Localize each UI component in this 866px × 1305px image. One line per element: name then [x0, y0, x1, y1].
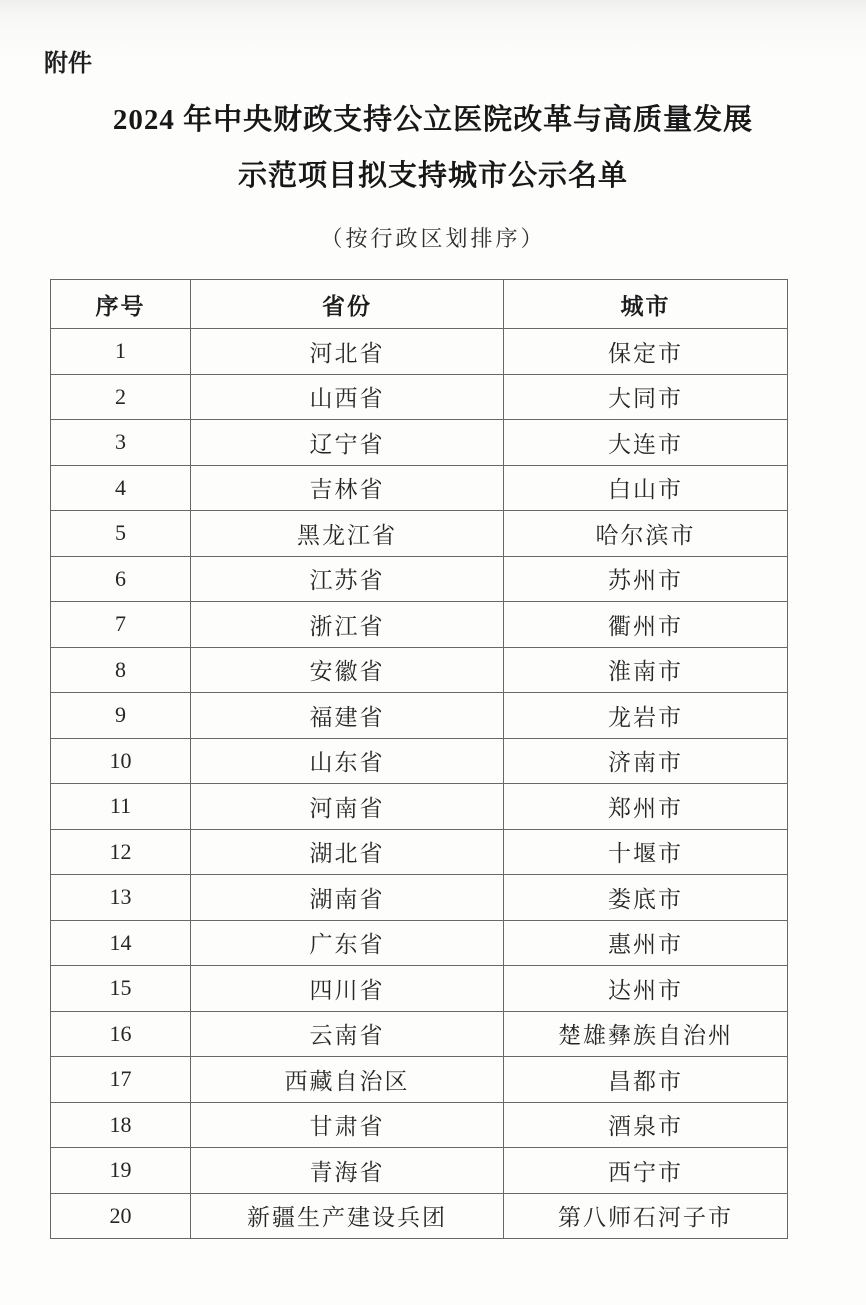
province-cell: 湖南省	[191, 875, 504, 921]
table-row	[51, 1102, 788, 1148]
province-cell: 河北省	[191, 329, 504, 375]
province-cell: 吉林省	[191, 465, 504, 511]
city-cell: 苏州市	[504, 556, 788, 602]
serial-number-cell: 2	[51, 374, 191, 420]
table-row	[51, 784, 788, 830]
serial-number-cell: 14	[51, 920, 191, 966]
column-header-province: 省份	[191, 280, 504, 329]
city-cell: 酒泉市	[504, 1102, 788, 1148]
table-row	[51, 829, 788, 875]
table-body	[51, 329, 788, 1239]
table-row	[51, 920, 788, 966]
serial-number-cell: 11	[51, 784, 191, 830]
serial-number-cell: 18	[51, 1102, 191, 1148]
province-cell: 青海省	[191, 1148, 504, 1194]
serial-number-cell: 15	[51, 966, 191, 1012]
serial-number-cell: 3	[51, 420, 191, 466]
province-cell: 湖北省	[191, 829, 504, 875]
city-cell: 大同市	[504, 374, 788, 420]
table-row	[51, 966, 788, 1012]
serial-number-cell: 20	[51, 1193, 191, 1239]
serial-number-cell: 6	[51, 556, 191, 602]
document-title-line2: 示范项目拟支持城市公示名单	[237, 160, 628, 192]
province-cell: 云南省	[191, 1011, 504, 1057]
city-cell: 娄底市	[504, 875, 788, 921]
serial-number-cell: 1	[51, 329, 191, 375]
city-cell: 郑州市	[504, 784, 788, 830]
table-row	[51, 465, 788, 511]
city-cell: 龙岩市	[504, 693, 788, 739]
serial-number-cell: 16	[51, 1011, 191, 1057]
table-row	[51, 1011, 788, 1057]
table-row	[51, 420, 788, 466]
column-header-city: 城市	[504, 280, 788, 329]
city-cell: 衢州市	[504, 602, 788, 648]
table-row	[51, 329, 788, 375]
serial-number-cell: 19	[51, 1148, 191, 1194]
city-cell: 十堰市	[504, 829, 788, 875]
table-row	[51, 693, 788, 739]
province-cell: 西藏自治区	[191, 1057, 504, 1103]
city-cell: 大连市	[504, 420, 788, 466]
serial-number-cell: 17	[51, 1057, 191, 1103]
province-cell: 辽宁省	[191, 420, 504, 466]
attachment-label: 附件	[44, 50, 92, 77]
table-row	[51, 1148, 788, 1194]
province-cell: 甘肃省	[191, 1102, 504, 1148]
serial-number-cell: 5	[51, 511, 191, 557]
city-cell: 济南市	[504, 738, 788, 784]
city-cell: 昌都市	[504, 1057, 788, 1103]
table-row	[51, 1193, 788, 1239]
column-header-serial: 序号	[51, 280, 191, 329]
province-cell: 新疆生产建设兵团	[191, 1193, 504, 1239]
city-cell: 西宁市	[504, 1148, 788, 1194]
serial-number-cell: 10	[51, 738, 191, 784]
serial-number-cell: 13	[51, 875, 191, 921]
province-cell: 福建省	[191, 693, 504, 739]
city-cell: 保定市	[504, 329, 788, 375]
province-cell: 山西省	[191, 374, 504, 420]
table-row	[51, 738, 788, 784]
city-cell: 楚雄彝族自治州	[504, 1011, 788, 1057]
table-row	[51, 556, 788, 602]
province-cell: 黑龙江省	[191, 511, 504, 557]
city-cell: 达州市	[504, 966, 788, 1012]
city-cell: 淮南市	[504, 647, 788, 693]
province-cell: 浙江省	[191, 602, 504, 648]
serial-number-cell: 4	[51, 465, 191, 511]
table-row	[51, 1057, 788, 1103]
serial-number-cell: 12	[51, 829, 191, 875]
province-cell: 山东省	[191, 738, 504, 784]
province-cell: 江苏省	[191, 556, 504, 602]
table-header-row	[51, 280, 788, 329]
province-cell: 四川省	[191, 966, 504, 1012]
serial-number-cell: 7	[51, 602, 191, 648]
city-cell: 哈尔滨市	[504, 511, 788, 557]
city-cell: 第八师石河子市	[504, 1193, 788, 1239]
city-cell: 惠州市	[504, 920, 788, 966]
document-title-line1: 2024 年中央财政支持公立医院改革与高质量发展	[112, 104, 754, 136]
serial-number-cell: 9	[51, 693, 191, 739]
province-cell: 广东省	[191, 920, 504, 966]
city-list-table	[50, 279, 788, 1239]
province-cell: 安徽省	[191, 647, 504, 693]
table-row	[51, 602, 788, 648]
table-row	[51, 647, 788, 693]
serial-number-cell: 8	[51, 647, 191, 693]
table-row	[51, 875, 788, 921]
province-cell: 河南省	[191, 784, 504, 830]
city-cell: 白山市	[504, 465, 788, 511]
sort-order-note: （按行政区划排序）	[320, 226, 546, 251]
table-row	[51, 511, 788, 557]
table-row	[51, 374, 788, 420]
